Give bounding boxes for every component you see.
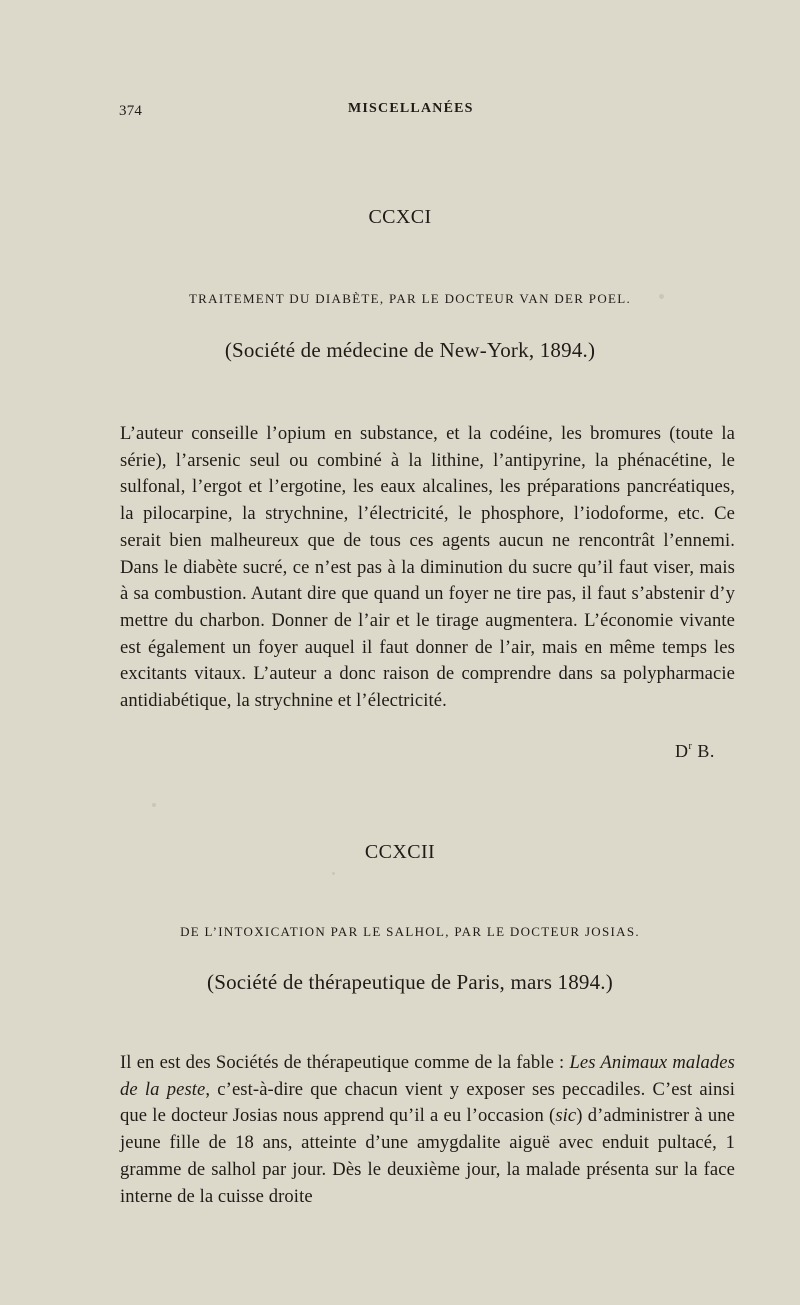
section-source-ccxci: (Société de médecine de New-York, 1894.) [224, 338, 596, 362]
paragraph-text-before-italic: Il en est des Sociétés de thérapeutique comme de la fable : [120, 1052, 570, 1073]
running-title: MISCELLANÉES [348, 101, 474, 116]
section-source-ccxcii: (Société de thérapeutique de Paris, mars 1894.) [207, 970, 613, 994]
italic-sic: sic [555, 1105, 577, 1127]
italic-title-animaux-malades: Les Animaux malades de la peste [120, 1052, 735, 1100]
signature-superscript: r [688, 741, 693, 752]
signature-ccxci [675, 741, 715, 762]
section-number-ccxcii: CCXCII [364, 841, 436, 863]
signature-prefix: D [675, 741, 689, 761]
article-body-ccxcii [120, 1050, 735, 1210]
section-title-ccxcii: DE L’INTOXICATION PAR LE SALHOL, PAR LE DOCTEUR JOSIAS. [180, 924, 640, 939]
article-paragraph-ccxcii [120, 1050, 735, 1210]
page-number: 374 [119, 103, 143, 119]
article-paragraph-ccxci: L’auteur conseille l’opium en substance, et la codéine, les bromures (toute la série), l’arsenic seul ou combiné à la lithine, l’antipyrine, la phénacétine, le sulfonal, l’ergot et l’ergotine, les eaux alcalines, les préparations pancréatiques, la pilocarpine, la strychnine, l’électricité, le phosphore, l’iodoforme, etc. Ce serait bien malheureux que de tous ces agents aucun ne rencontrât l’ennemi. Dans le diabète sucré, ce n’est pas à la diminution du sucre qu’il faut viser, mais à sa combustion. Autant dire que quand un foyer ne tire pas, il faut s’abstenir d’y mettre du charbon. Donner de l’air et le tirage augmentera. L’économie vivante est également un foyer auquel il faut donner de l’air, mais en même temps les excitants vitaux. L’auteur a donc raison de comprendre dans sa polypharmacie antidiabétique, la strychnine et l’électricité. [120, 423, 735, 712]
article-body-ccxci [120, 421, 735, 715]
paragraph-text-middle: , c’est-à-dire que chacun vient y exposer ses peccadiles. C’est ainsi que le docteur Josias nous apprend qu’il a eu l’occasion ( [120, 1078, 735, 1127]
signature-name: B. [692, 741, 715, 761]
section-title-ccxci: TRAITEMENT DU DIABÈTE, PAR LE DOCTEUR VAN DER POEL. [188, 291, 632, 306]
paper-speck [152, 803, 156, 807]
paragraph-text-after: ) d’administrer à une jeune fille de 18 ans, atteinte d’une amygdalite aiguë avec enduit pultacé, 1 gramme de salhol par jour. Dès le deuxième jour, la malade présenta sur la face interne de la cuisse droite [120, 1105, 735, 1207]
section-number-ccxci: CCXCI [368, 206, 432, 228]
paper-speck [332, 872, 335, 875]
